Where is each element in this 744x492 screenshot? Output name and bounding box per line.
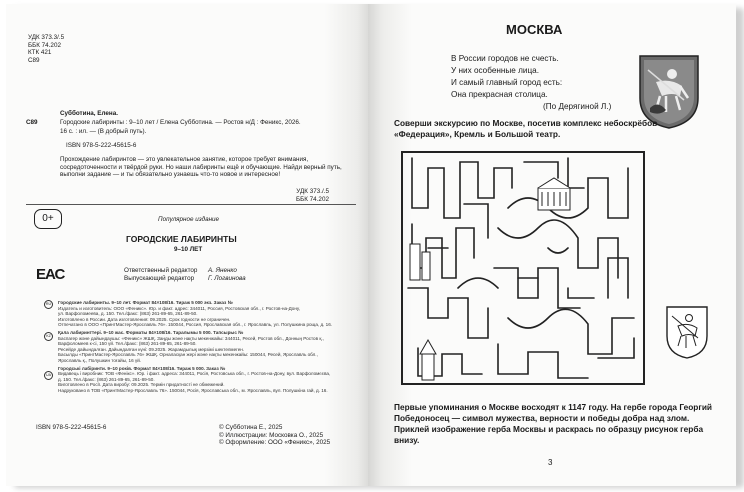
tech-line: Ресейде дайындалған. Дайындалған күні: 09.2025. Жарамдылық мерзімі шектелмеген. <box>58 346 245 352</box>
editor-label: Ответственный редактор <box>124 267 198 274</box>
age-rating-badge: 0+ <box>34 209 62 229</box>
poem-line: И самый главный город есть: <box>451 78 563 87</box>
isbn-bottom: ISBN 978-5-222-45615-6 <box>36 424 107 431</box>
eac-mark: ЕАС <box>36 266 65 283</box>
task-text-bottom: Первые упоминания о Москве восходят к 1147 году. На гербе города Георгий Победоносец — символ мужества, верности и победы добра над злом. Приклей изображение герба Москвы и раскрась по образцу рисунок герба внизу. <box>394 402 713 445</box>
right-page <box>368 4 736 486</box>
copyright-line: © Оформление: ООО «Феникс», 2025 <box>219 439 331 447</box>
tech-line: Баспагер және дайындаушы: «Феникс» ЖШҚ. Заңды және нақты мекенжайы: 344011, Ресей, Ростов обл., Донның Ростов қ., <box>58 335 324 341</box>
tech-line: Отпечатано в ООО «ПринтМастер-Ярославль 76». 150044, Россия, Ярославская обл., г. Ярославль, ул. Полушкина роща, д. 16. <box>58 322 333 328</box>
bib-line-1: Городские лабиринты : 9–10 лет / Елена Субботина. — Ростов н/Д : Феникс, 2026. <box>60 119 301 126</box>
tech-line: Басылды «ПринтМастер-Ярославль 76» ЖШҚ. Орналасқан жері және нақты мекенжайы: 150044, Ресей, Ярославль обл., <box>58 352 318 358</box>
tech-line: д. 150. Тел./факс: (863) 261-89-65, 261-89-50. <box>58 376 155 382</box>
ua-circle-icon: UA <box>44 371 53 380</box>
tech-line: Изготовлено в России. Дата изготовления: 09.2025. Срок годности не ограничен. <box>58 316 231 322</box>
editor-name: А. Яненко <box>208 267 237 274</box>
issuer-name: Г. Логвинова <box>208 275 246 282</box>
maze-illustration[interactable] <box>398 148 648 388</box>
divider <box>26 204 356 205</box>
copyright-line: © Иллюстрации: Московка О., 2025 <box>219 431 324 439</box>
poem-line: В России городов не счесть. <box>451 54 559 63</box>
isbn-line: ISBN 978-5-222-45615-6 <box>66 142 137 149</box>
tech-line: Издатель и изготовитель: ООО «Феникс». Юр. и факт. адрес: 344011, Россия, Ростовская обл., г. Ростов-на-Дону, <box>58 305 301 311</box>
ru-circle-icon: RU <box>44 300 53 309</box>
code-line: С89 <box>28 56 40 64</box>
annotation: Прохождение лабиринтов — это увлекательное занятие, которое требует внимания, сосредоточенности и твёрдой руки. Но наши лабиринты ещё и обучающие. Найди верный путь, выполни задание — и ты обязательно узнаешь что-то новое и интересное! <box>60 156 342 179</box>
left-page <box>6 4 368 486</box>
bbk-line: ББК 74.202 <box>28 41 61 49</box>
age-range: 9–10 ЛЕТ <box>174 246 203 253</box>
bib-line-2: 16 с. : ил. — (В добрый путь). <box>60 128 147 135</box>
task-text-top: Соверши экскурсию по Москве, посетив комплекс небоскрёбов «Федерация», Кремль и Большой театр. <box>394 118 658 139</box>
tech-block <box>58 300 332 394</box>
tech-line: ул. Варфоломеева, д. 150. Тел./факс: (863) 261-89-65, 261-89-50. <box>58 311 198 317</box>
udk-right-line: УДК 373./.5 <box>296 188 329 195</box>
udk-block <box>28 34 64 64</box>
bbk-right-line: ББК 74.202 <box>296 195 329 203</box>
tech-line: Городські лабіринти. 9–10 років. Формат 84×108/16. Тираж 5 000. Заказ № <box>58 365 226 371</box>
author-code: С89 <box>26 119 38 126</box>
copyright-block <box>219 424 330 447</box>
poem-line: Она прекрасная столица. <box>451 90 548 99</box>
poem-author: (По Дерягиной Л.) <box>543 102 612 111</box>
tech-line: Надруковано в ТОВ «ПринтМастер-Ярославль 76». 150044, Росія, Ярославська обл., м. Ярославль, вул. Полушкіна гай, д. 16. <box>58 387 328 393</box>
page-number: 3 <box>548 458 553 467</box>
coat-of-arms-outline-icon[interactable] <box>664 304 710 360</box>
author-heading: Субботина, Елена. <box>60 110 118 117</box>
page-title: МОСКВА <box>506 22 563 37</box>
kz-circle-icon: KZ <box>44 332 53 341</box>
genre-label: Популярное издание <box>158 216 220 223</box>
ktk-line: КТК 421 <box>28 49 52 57</box>
copyright-line: © Субботина Е., 2025 <box>219 424 283 431</box>
tech-line: Городские лабиринты. 9–10 лет. Формат 84×108/16. Тираж 5 000 экз. Заказ № <box>58 300 233 305</box>
poem-line: У них особенные лица. <box>451 66 540 75</box>
tech-line: Ярославль қ., Полушкин тоғайы, 16 үй. <box>58 357 142 363</box>
tech-line: Варфоломеев к-сі, 150 үй. Тел./факс: (863) 261-89-65, 261-89-50. <box>58 341 197 347</box>
udk-right <box>296 188 329 203</box>
udk-line: УДК 373.3/.5 <box>28 34 65 41</box>
issuer-label: Выпускающий редактор <box>124 275 195 282</box>
tech-line: Виготовлено в Росії. Дата виробу: 09.2025. Термін придатності не обмежений. <box>58 382 225 388</box>
tech-line: Видавець і виробник: ТОВ «Фенікс». Юр. і факт. адреса: 344011, Росія, Ростовська обл., г. Ростов-на-Дону, вул. Варфоломєєва, <box>58 371 331 377</box>
book-title: ГОРОДСКИЕ ЛАБИРИНТЫ <box>126 234 237 244</box>
tech-line: Қала лабиринттері. 9–10 жас. Форматы 84×108/16. Таралымы 5 000. Тапсырыс № <box>58 329 244 335</box>
